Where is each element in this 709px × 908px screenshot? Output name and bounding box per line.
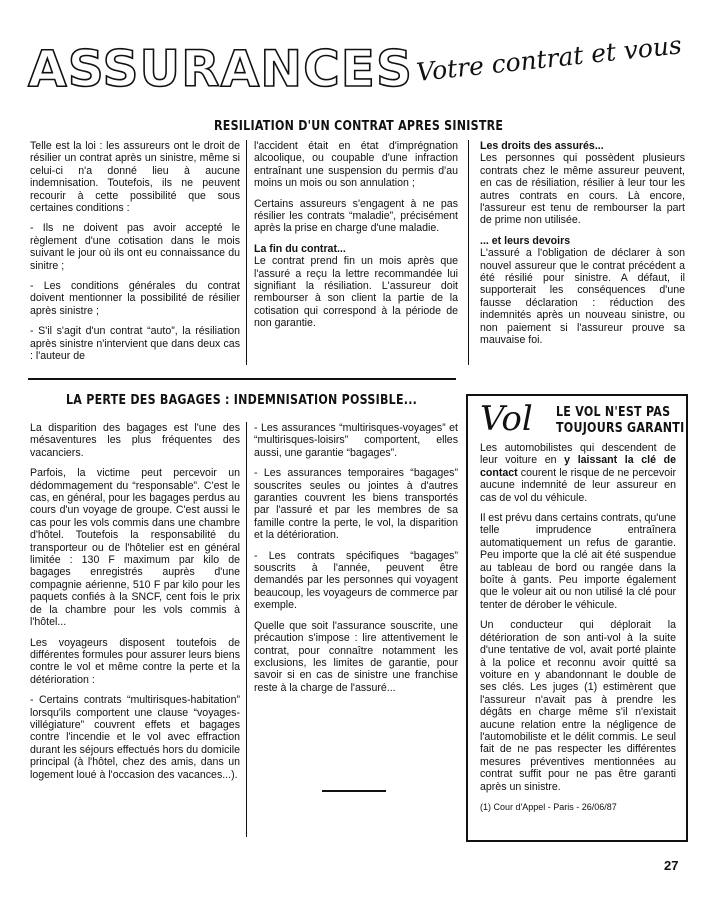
section2-headline: LA PERTE DES BAGAGES : INDEMNISATION POSSIBLE... [66, 392, 418, 408]
sidebar-para: Un conducteur qui déplorait la détérioration de son anti-vol à la suite d'une tentative de vol, avait porté plainte à la police et reconnu avoir quitté sa voiture en y abandonnant le double de ses clés. Les juges (1) estimèrent que l'assureur n'avait pas à prendre les dégâts en charge même s'il n'existait aucune relation entre la négligence de l'automobiliste et le délit commis. Le seul fait de ne pas respecter les différentes mesures préventives mentionnées au contrat suffit pour ne pas être garanti après un sinistre. [480, 619, 676, 793]
sidebar-headline-line2: TOUJOURS GARANTI [556, 420, 685, 436]
section2-col2-para: - Les assurances “multirisques-voyages” et “multirisques-loisirs” comportent, elles aussi, une garantie “bagages”. [254, 422, 458, 459]
section2-col1-para: Parfois, la victime peut percevoir un dédommagement du “responsable”. C'est le cas, en général, pour les bagages perdus au cours d'un voyage de groupe. C'est aussi le cas pour les vols commis dans une chambre d'hôtel. Toutefois la responsabilité du transporteur ou de l'hôtelier est en général limitée : 130 F maximum par kilo de bagages enregistrés auprès d'une compagnie aérienne, 510 F par kilo pour les paquets confiés à la SNCF, cent fois le prix de la chambre pour les vols commis à l'hôtel... [30, 467, 240, 629]
section2-col2-para: - Les assurances temporaires “bagages” souscrites seules ou jointes à d'autres garanties couvrent les biens transportés par l'assuré et par les membres de sa famille contre la perte, le vol, la disparition et la détérioration. [254, 467, 458, 542]
sidebar-para: Il est prévu dans certains contrats, qu'une telle imprudence entraînera automatiquement un refus de garantie. Peu importe que la clé ait été suspendue au tableau de bord ou rangée dans la boîte à gants. Peu importe également que le voleur ait ou non utilisé la clé pour tenter de dérober le véhicule. [480, 512, 676, 611]
section2-col2-para: - Les contrats spécifiques “bagages” souscrits à l'année, peuvent être demandés par les personnes qui voyagent beaucoup, les voyageurs de commerce par exemple. [254, 549, 458, 612]
section1-col3-para: Les personnes qui possèdent plusieurs contrats chez le même assureur peuvent, en cas de résiliation, résilier à leur tour les autres contrats en cours. Là encore, l'assureur est tenu de rembourser la part de prime non utilisée. [480, 152, 685, 227]
section1-col1-para: - Ils ne doivent pas avoir accepté le règlement d'une cotisation dans le mois suivant le jour où ils ont eu connaissance du sinitre ; [30, 222, 240, 272]
sidebar-para [480, 442, 676, 504]
section-separator [28, 378, 456, 380]
column-divider [246, 422, 247, 837]
section1-col3-heading: Les droits des assurés... [480, 140, 604, 152]
page-number: 27 [664, 858, 679, 873]
masthead-subtitle: Votre contrat et vous [414, 30, 684, 87]
section1-column-3 [480, 140, 685, 355]
section1-column-1 [30, 140, 240, 371]
column-divider [246, 140, 247, 365]
section2-col2-para: Quelle que soit l'assurance souscrite, une précaution s'impose : lire attentivement le contrat, pour connaître notamment les exclusions, les limites de garantie, pour savoir si en cas de sinistre une franchise reste à la charge de l'assuré... [254, 619, 458, 694]
section1-col2-para: Certains assureurs s'engagent à ne pas résilier les contrats “maladie”, précisément après la prise en charge d'une maladie. [254, 197, 458, 235]
section1-col2-para: l'accident était en état d'imprégnation alcoolique, ou coupable d'une infraction entraînant une suspension du permis d'au moins un mois ou son annulation ; [254, 140, 458, 190]
sidebar-text: Les automobilistes qui descendent de leur voiture en [480, 442, 676, 467]
sidebar-headline-line1: LE VOL N'EST PAS [556, 404, 671, 420]
sidebar-text-bold: y laissant la clé de contact [480, 454, 676, 479]
section1-col1-para: - S'il s'agit d'un contrat “auto”, la résiliation après sinistre n'intervient que dans deux cas : l'auteur de [30, 325, 240, 363]
section2-col1-para: Les voyageurs disposent toutefois de différentes formules pour assurer leurs biens contre le vol et même contre la perte et la détérioration : [30, 636, 240, 686]
sidebar-vol-word: Vol [480, 399, 533, 439]
section1-col3-para: L'assuré a l'obligation de déclarer à son nouvel assureur que le contrat précédent a été résilié pour sinistre. A défaut, il supporterait les conséquences d'une fausse déclaration : réduction des indemnités après un nouveau sinistre, ou non paiement si l'assureur prouve sa mauvaise foi. [480, 247, 685, 347]
sidebar-footnote: (1) Cour d'Appel - Paris - 26/06/87 [480, 801, 617, 812]
section2-column-2 [254, 422, 458, 702]
section1-col3-heading: ... et leurs devoirs [480, 234, 571, 247]
section1-col2-para: Le contrat prend fin un mois après que l'assuré a reçu la lettre recommandée lui signifiant la résiliation. L'assureur doit rembourser à son client la partie de la cotisation qui correspond à la période de non garantie. [254, 255, 458, 330]
section1-headline: RESILIATION D'UN CONTRAT APRES SINISTRE [214, 118, 504, 134]
column-divider [468, 140, 469, 365]
section1-col1-para: - Les conditions générales du contrat doivent mentionner la possibilité de résilier après sinistre ; [30, 280, 240, 317]
section1-col1-para: Telle est la loi : les assureurs ont le droit de résilier un contrat après un sinistre, même si celui-ci n'a donné lieu à aucune indemnisation. Toutefois, ils ne peuvent recourir à cette possibilité que sous certaines conditions : [30, 140, 240, 215]
masthead-title: ASSURANCES [28, 40, 413, 98]
sidebar-text: courent le risque de ne percevoir aucune indemnité de leur assureur en cas de vol du véhicule. [480, 466, 676, 504]
section1-column-2 [254, 140, 458, 338]
section2-col1-para: - Certains contrats “multirisques-habitation” lorsqu'ils comportent une clause “voyages-villégiature” couvrent effets et bagages contre l'incendie et le vol avec effraction durant les séjours effectués hors du domicile principal (à l'hôtel, chez des amis, dans un logement loué à l'occasion des vacances...). [30, 694, 240, 781]
sidebar-body [480, 442, 676, 813]
section2-column-1 [30, 422, 240, 789]
end-rule [322, 790, 386, 792]
section2-col1-para: La disparition des bagages est l'une des mésaventures les plus fréquentes des vacanciers. [30, 422, 240, 459]
section1-col2-heading: La fin du contrat... [254, 242, 346, 255]
